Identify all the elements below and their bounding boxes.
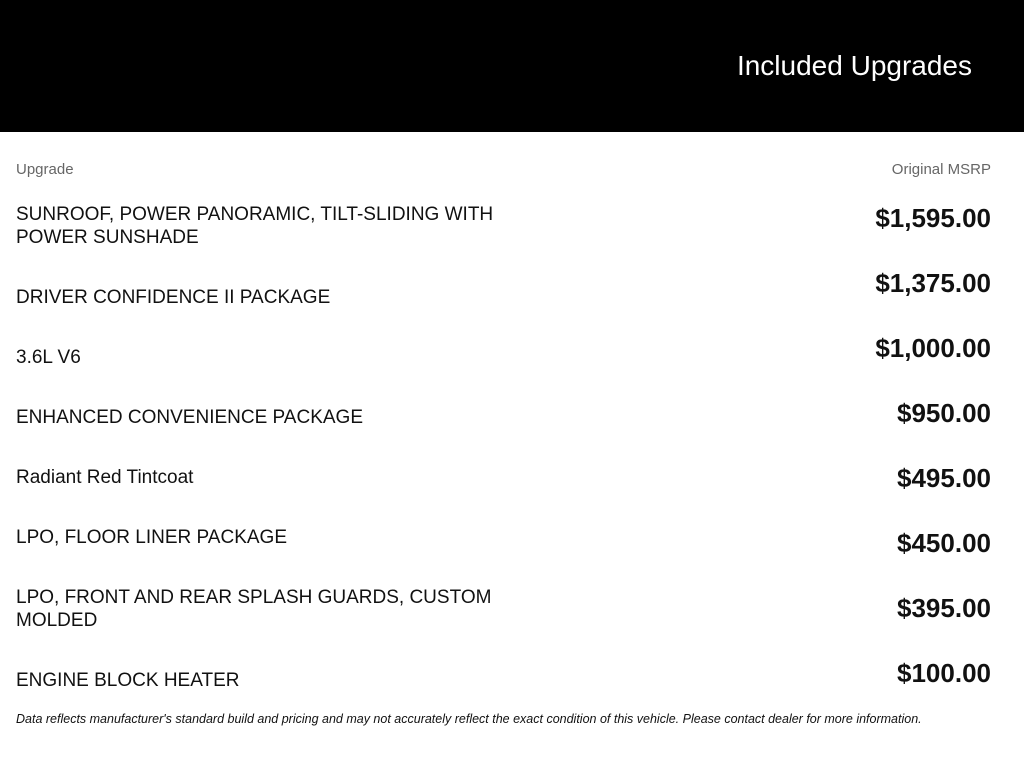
list-item [16,333,991,393]
upgrade-price: $100.00 [897,658,991,688]
upgrade-name: Radiant Red Tintcoat [16,467,194,488]
upgrade-name: ENHANCED CONVENIENCE PACKAGE [16,407,363,428]
disclaimer-footnote: Data reflects manufacturer's standard build and pricing and may not accurately reflect the exact condition of this vehicle. Please contact dealer for more information. [16,712,922,726]
upgrade-price: $950.00 [897,398,991,428]
page-title: Included Upgrades [736,50,972,81]
upgrade-price: $1,595.00 [875,203,991,233]
list-item [16,528,991,588]
upgrade-name: LPO, FRONT AND REAR SPLASH GUARDS, CUSTOM MOLDED [16,587,492,631]
upgrade-price: $450.00 [897,528,991,558]
header-banner [0,0,1024,132]
column-header-upgrade: Upgrade [16,161,74,178]
list-item [16,203,991,263]
upgrade-price: $495.00 [897,463,991,493]
list-item [16,398,991,458]
column-header-msrp: Original MSRP [891,161,991,178]
list-item [16,463,991,523]
list-item [16,587,991,653]
upgrade-name: DRIVER CONFIDENCE II PACKAGE [16,287,331,308]
upgrade-price: $395.00 [897,593,991,623]
list-item [16,658,991,718]
upgrade-name: SUNROOF, POWER PANORAMIC, TILT-SLIDING WITH POWER SUNSHADE [16,204,494,248]
upgrade-name: LPO, FLOOR LINER PACKAGE [16,527,288,548]
upgrade-name: 3.6L V6 [16,347,81,368]
upgrade-name: ENGINE BLOCK HEATER [16,670,240,691]
upgrade-price: $1,375.00 [875,268,991,298]
upgrade-price: $1,000.00 [875,333,991,363]
list-item [16,268,991,328]
